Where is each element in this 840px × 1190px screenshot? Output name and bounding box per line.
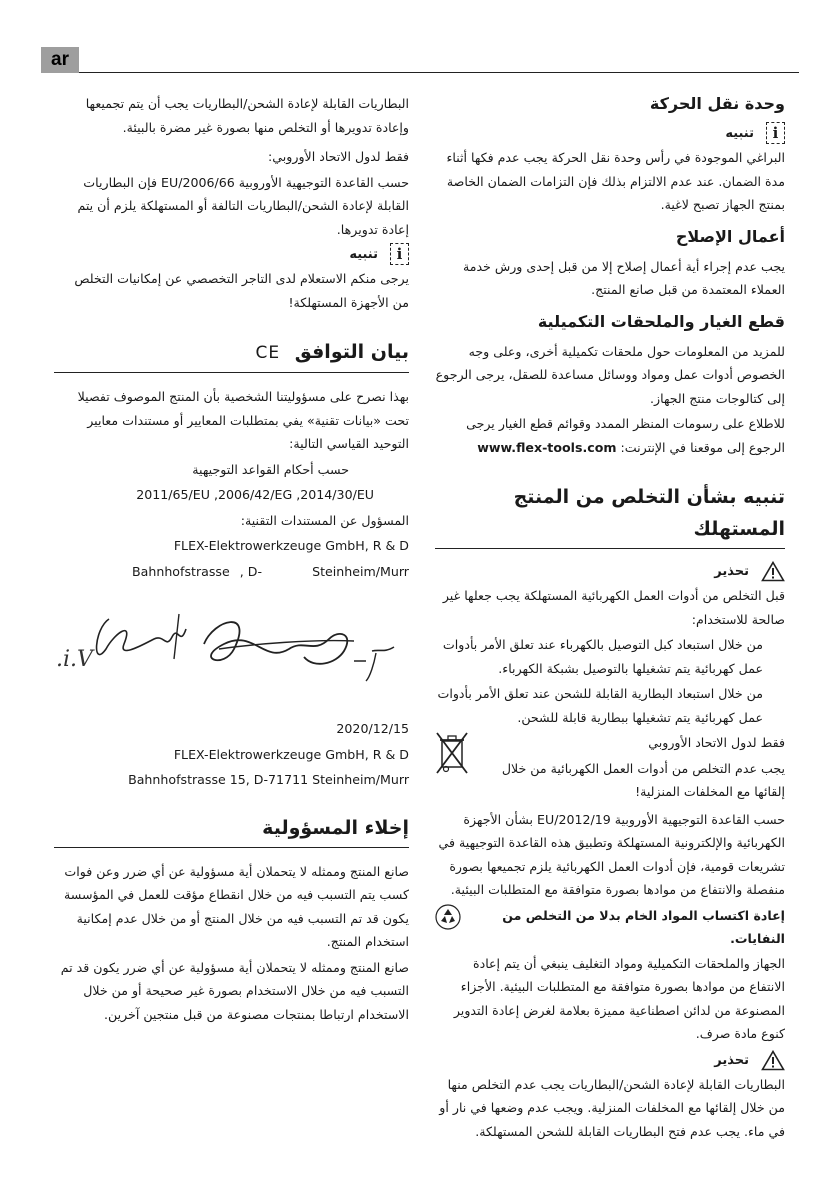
- eu-only-label: فقط لدول الاتحاد الأوروبي: [648, 735, 785, 750]
- parts-link-text: [435, 412, 785, 459]
- recycle-heading: إعادة اكتساب المواد الخام بدلا من التخلص من النفايات.: [502, 907, 785, 946]
- liability-heading: إخلاء المسؤولية: [262, 816, 409, 839]
- address-street: Bahnhofstrasse: [132, 563, 230, 579]
- disposal-heading: تنبيه بشأن التخلص من المنتج المستهلك: [513, 486, 785, 540]
- weee-block: [435, 731, 785, 806]
- disposal-intro: قبل التخلص من أدوات العمل الكهربائية المستهلكة يجب جعلها غير صالحة للاستخدام:: [442, 588, 785, 627]
- warning-icon: [761, 1050, 785, 1071]
- address-city: Steinheim/Murr: [312, 563, 409, 579]
- signature-iv-prefix: i.V.: [56, 647, 93, 672]
- parts-heading: قطع الغيار والملحقات التكميلية: [537, 311, 785, 331]
- website-link[interactable]: www.flex-tools.com: [477, 439, 617, 455]
- conformity-title: بيان التوافق: [294, 341, 409, 363]
- disposal-item-battery: من خلال استبعاد البطارية القابلة للشحن عند تعلق الأمر بأدوات عمل كهربائية يتم تشغيلها ببطارية قابلة للشحن.: [437, 686, 763, 725]
- ce-mark: CE: [255, 343, 281, 363]
- company-address-2: Bahnhofstrasse 15, D-71711 Steinheim/Murr: [128, 772, 409, 787]
- disposal-section-header: [435, 481, 785, 549]
- recycle-icon: [435, 904, 461, 930]
- conformity-section-header: [54, 336, 409, 373]
- right-column: [435, 92, 785, 1145]
- weee-directive-text: حسب القاعدة التوجيهية الأوروبية 2012/19/EU بشأن الأجهزة الكهربائية والإلكترونية المستهلكة وتطبيق هذه القاعدة التوجيهية في تشريعات قومية، فإن أدوات العمل الكهربائية يلزم تجميعها بصورة منفصلة والانتفاع من موادها بصورة متوافقة مع المتطلبات البيئية.: [438, 811, 785, 897]
- liability-text-2: صانع المنتج وممثله لا يتحملان أية مسؤولية عن أي ضرر يكون قد تم التسبب فيه من خلال الاستخدام بصورة غير صحيحة أو من خلال الاستخدام ارتباطا بمنتجات مصنوعة من قبل منتجين آخرين.: [60, 959, 409, 1022]
- repair-heading: أعمال الإصلاح: [675, 226, 785, 246]
- conformity-rules: حسب أحكام القواعد التوجيهية: [192, 461, 349, 477]
- parts-text: للمزيد من المعلومات حول ملحقات تكميلية أخرى، وعلى وجه الخصوص أدوات عمل ومواد ووسائل مساعدة للصقل، يرجى الرجوع إلى كتالوجات منتج الجهاز.: [435, 343, 785, 406]
- battery-warning: [435, 1050, 785, 1071]
- liability-text-1: صانع المنتج وممثله لا يتحملان أية مسؤولية عن أي ضرر وعن فوات كسب يتم التسبب فيه من خلال انقطاع مؤقت للعمل في المؤسسة يكون قد تم التسبب فيه من خلال المنتج أو من خلال عدم إمكانية استخدام المنتج.: [64, 863, 409, 949]
- notice-label: تنبيه: [725, 125, 754, 141]
- transport-notice: [435, 122, 785, 144]
- parts-link-label: للاطلاع على رسومات المنظر الممدد وقوائم قطع الغيار يرجى الرجوع إلى موقعنا في الإنترنت:: [466, 416, 785, 455]
- battery-directive-text: حسب القاعدة التوجيهية الأوروبية 2006/66/EU فإن البطاريات القابلة لإعادة الشحن/البطاريات التالفة أو المستهلكة يلزم أن يتم إعادة تدويرها.: [77, 174, 409, 237]
- signature-image: [54, 589, 409, 699]
- left-notice: [54, 243, 409, 265]
- transport-text: البراغي الموجودة في رأس وحدة نقل الحركة يجب عدم فكها أثناء مدة الضمان. عند عدم الالتزام بذلك فإن التزامات الضمان الخاصة بمنتج الجهاز تصبح لاغية.: [446, 150, 785, 212]
- battery-warning-text: البطاريات القابلة لإعادة الشحن/البطاريات يجب عدم التخلص منها من خلال إلقائها مع المخلفات المنزلية. ويجب عدم وضعها في نار أو في ماء. يجب عدم فتح البطاريات القابلة للشحن المستهلكة.: [439, 1076, 785, 1139]
- company-address-row: [54, 560, 409, 584]
- transport-heading: وحدة نقل الحركة: [649, 94, 785, 113]
- recycle-text: الجهاز والملحقات التكميلية ومواد التغليف ينبغي أن يتم إعادة الانتفاع من موادها بصورة متوافقة مع المتطلبات البيئية. الأجزاء المصنوعة من لدائن اصطناعية مميزة بعلامة لغرض إعادة التدوير كنوع مادة صرف.: [453, 955, 785, 1041]
- battery-collect-text: البطاريات القابلة لإعادة الشحن/البطاريات يجب أن يتم تجميعها وإعادة تدويرها أو التخلص منها بصورة غير مضرة بالبيئة.: [85, 96, 409, 135]
- info-icon: i: [390, 243, 409, 265]
- conformity-text: بهذا نصرح على مسؤوليتنا الشخصية بأن المنتج الموصوف تفصيلا تحت «بيانات تقنية» يفي بمتطلبات المعايير أو مستندات معايير التوحيد القياسي التالية:: [77, 389, 409, 451]
- repair-text: يجب عدم إجراء أية أعمال إصلاح إلا من قبل إحدى ورش خدمة العملاء المعتمدة من قبل صانع المنتج.: [462, 258, 785, 297]
- header-rule: [79, 72, 799, 73]
- info-icon: i: [766, 122, 785, 144]
- disposal-item-cable: من خلال استبعاد كبل التوصيل بالكهرباء عند تعلق الأمر بأدوات عمل كهربائية يتم تشغيلها بالتوصيل بشبكة الكهرباء.: [442, 637, 763, 676]
- company-name: FLEX-Elektrowerkzeuge GmbH, R & D: [173, 538, 409, 553]
- warning-label: تحذير: [714, 564, 749, 579]
- crossed-bin-icon: [435, 731, 469, 775]
- language-tag: ar: [41, 47, 79, 73]
- notice-label: تنبيه: [349, 246, 378, 262]
- disposal-warning: [435, 561, 785, 582]
- liability-section-header: [54, 812, 409, 848]
- warning-label: تحذير: [714, 1052, 749, 1068]
- declaration-date: 2020/12/15: [336, 721, 409, 736]
- warning-icon: [761, 561, 785, 582]
- dealer-notice-text: يرجى منكم الاستعلام لدى التاجر التخصصي عن إمكانيات التخلص من الأجهزة المستهلكة!: [74, 271, 409, 310]
- company-name-2: FLEX-Elektrowerkzeuge GmbH, R & D: [173, 746, 409, 762]
- conformity-heading: [54, 336, 409, 369]
- weee-text: يجب عدم التخلص من أدوات العمل الكهربائية من خلال إلقائها مع المخلفات المنزلية!: [501, 760, 785, 799]
- conformity-directives: 2011/65/EU ,2006/42/EG ,2014/30/EU: [136, 487, 374, 502]
- address-postal: , D-: [239, 563, 263, 579]
- recycle-block: [435, 904, 785, 950]
- tech-docs-label: المسؤول عن المستندات التقنية:: [240, 512, 409, 528]
- signature-area: [54, 589, 409, 699]
- eu-only-label: فقط لدول الاتحاد الأوروبي:: [268, 149, 409, 164]
- left-column: [54, 92, 409, 1028]
